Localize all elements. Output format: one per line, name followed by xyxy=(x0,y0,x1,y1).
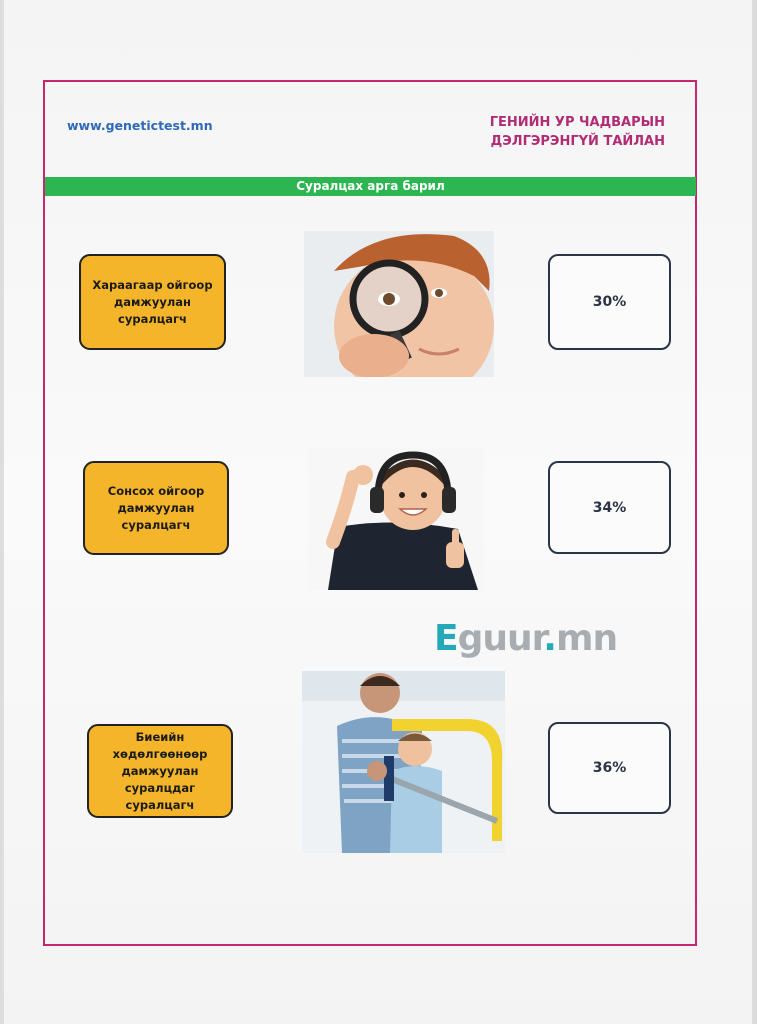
father-son-sawing-image xyxy=(302,671,505,853)
visual-learner-box xyxy=(79,254,226,350)
visual-learner-label: Хараагаар ойгоор дамжуулан суралцагч xyxy=(92,277,213,326)
report-title-line1: ГЕНИЙН УР ЧАДВАРЫН xyxy=(489,115,665,130)
watermark-e: E xyxy=(434,618,458,659)
watermark-guur: guur xyxy=(457,618,544,659)
auditory-learner-label: Сонсох ойгоор дамжуулан суралцагч xyxy=(107,483,205,532)
kinesthetic-learner-label: Биеийн хөдөлгөөнөөр дамжуулан суралцдаг суралцагч xyxy=(112,729,208,812)
website-link[interactable]: www.genetictest.mn xyxy=(67,118,213,133)
eguur-watermark xyxy=(434,618,617,659)
section-title-bar: Суралцах арга барил xyxy=(45,177,696,196)
auditory-percent-box xyxy=(548,461,671,554)
auditory-learner-box xyxy=(83,461,229,555)
report-title xyxy=(490,113,665,151)
boy-headphones-image xyxy=(308,447,484,590)
kinesthetic-learner-box xyxy=(87,724,233,818)
watermark-dot: . xyxy=(543,618,556,659)
visual-percent-box xyxy=(548,254,671,350)
report-title-line2: ДЭЛГЭРЭНГҮЙ ТАЙЛАН xyxy=(490,134,665,149)
visual-percent: 30% xyxy=(592,294,627,310)
kinesthetic-percent: 36% xyxy=(592,760,627,776)
boy-magnifying-glass-image xyxy=(304,231,494,377)
auditory-percent: 34% xyxy=(592,499,627,516)
watermark-tld: mn xyxy=(555,618,618,659)
kinesthetic-percent-box xyxy=(548,722,671,814)
